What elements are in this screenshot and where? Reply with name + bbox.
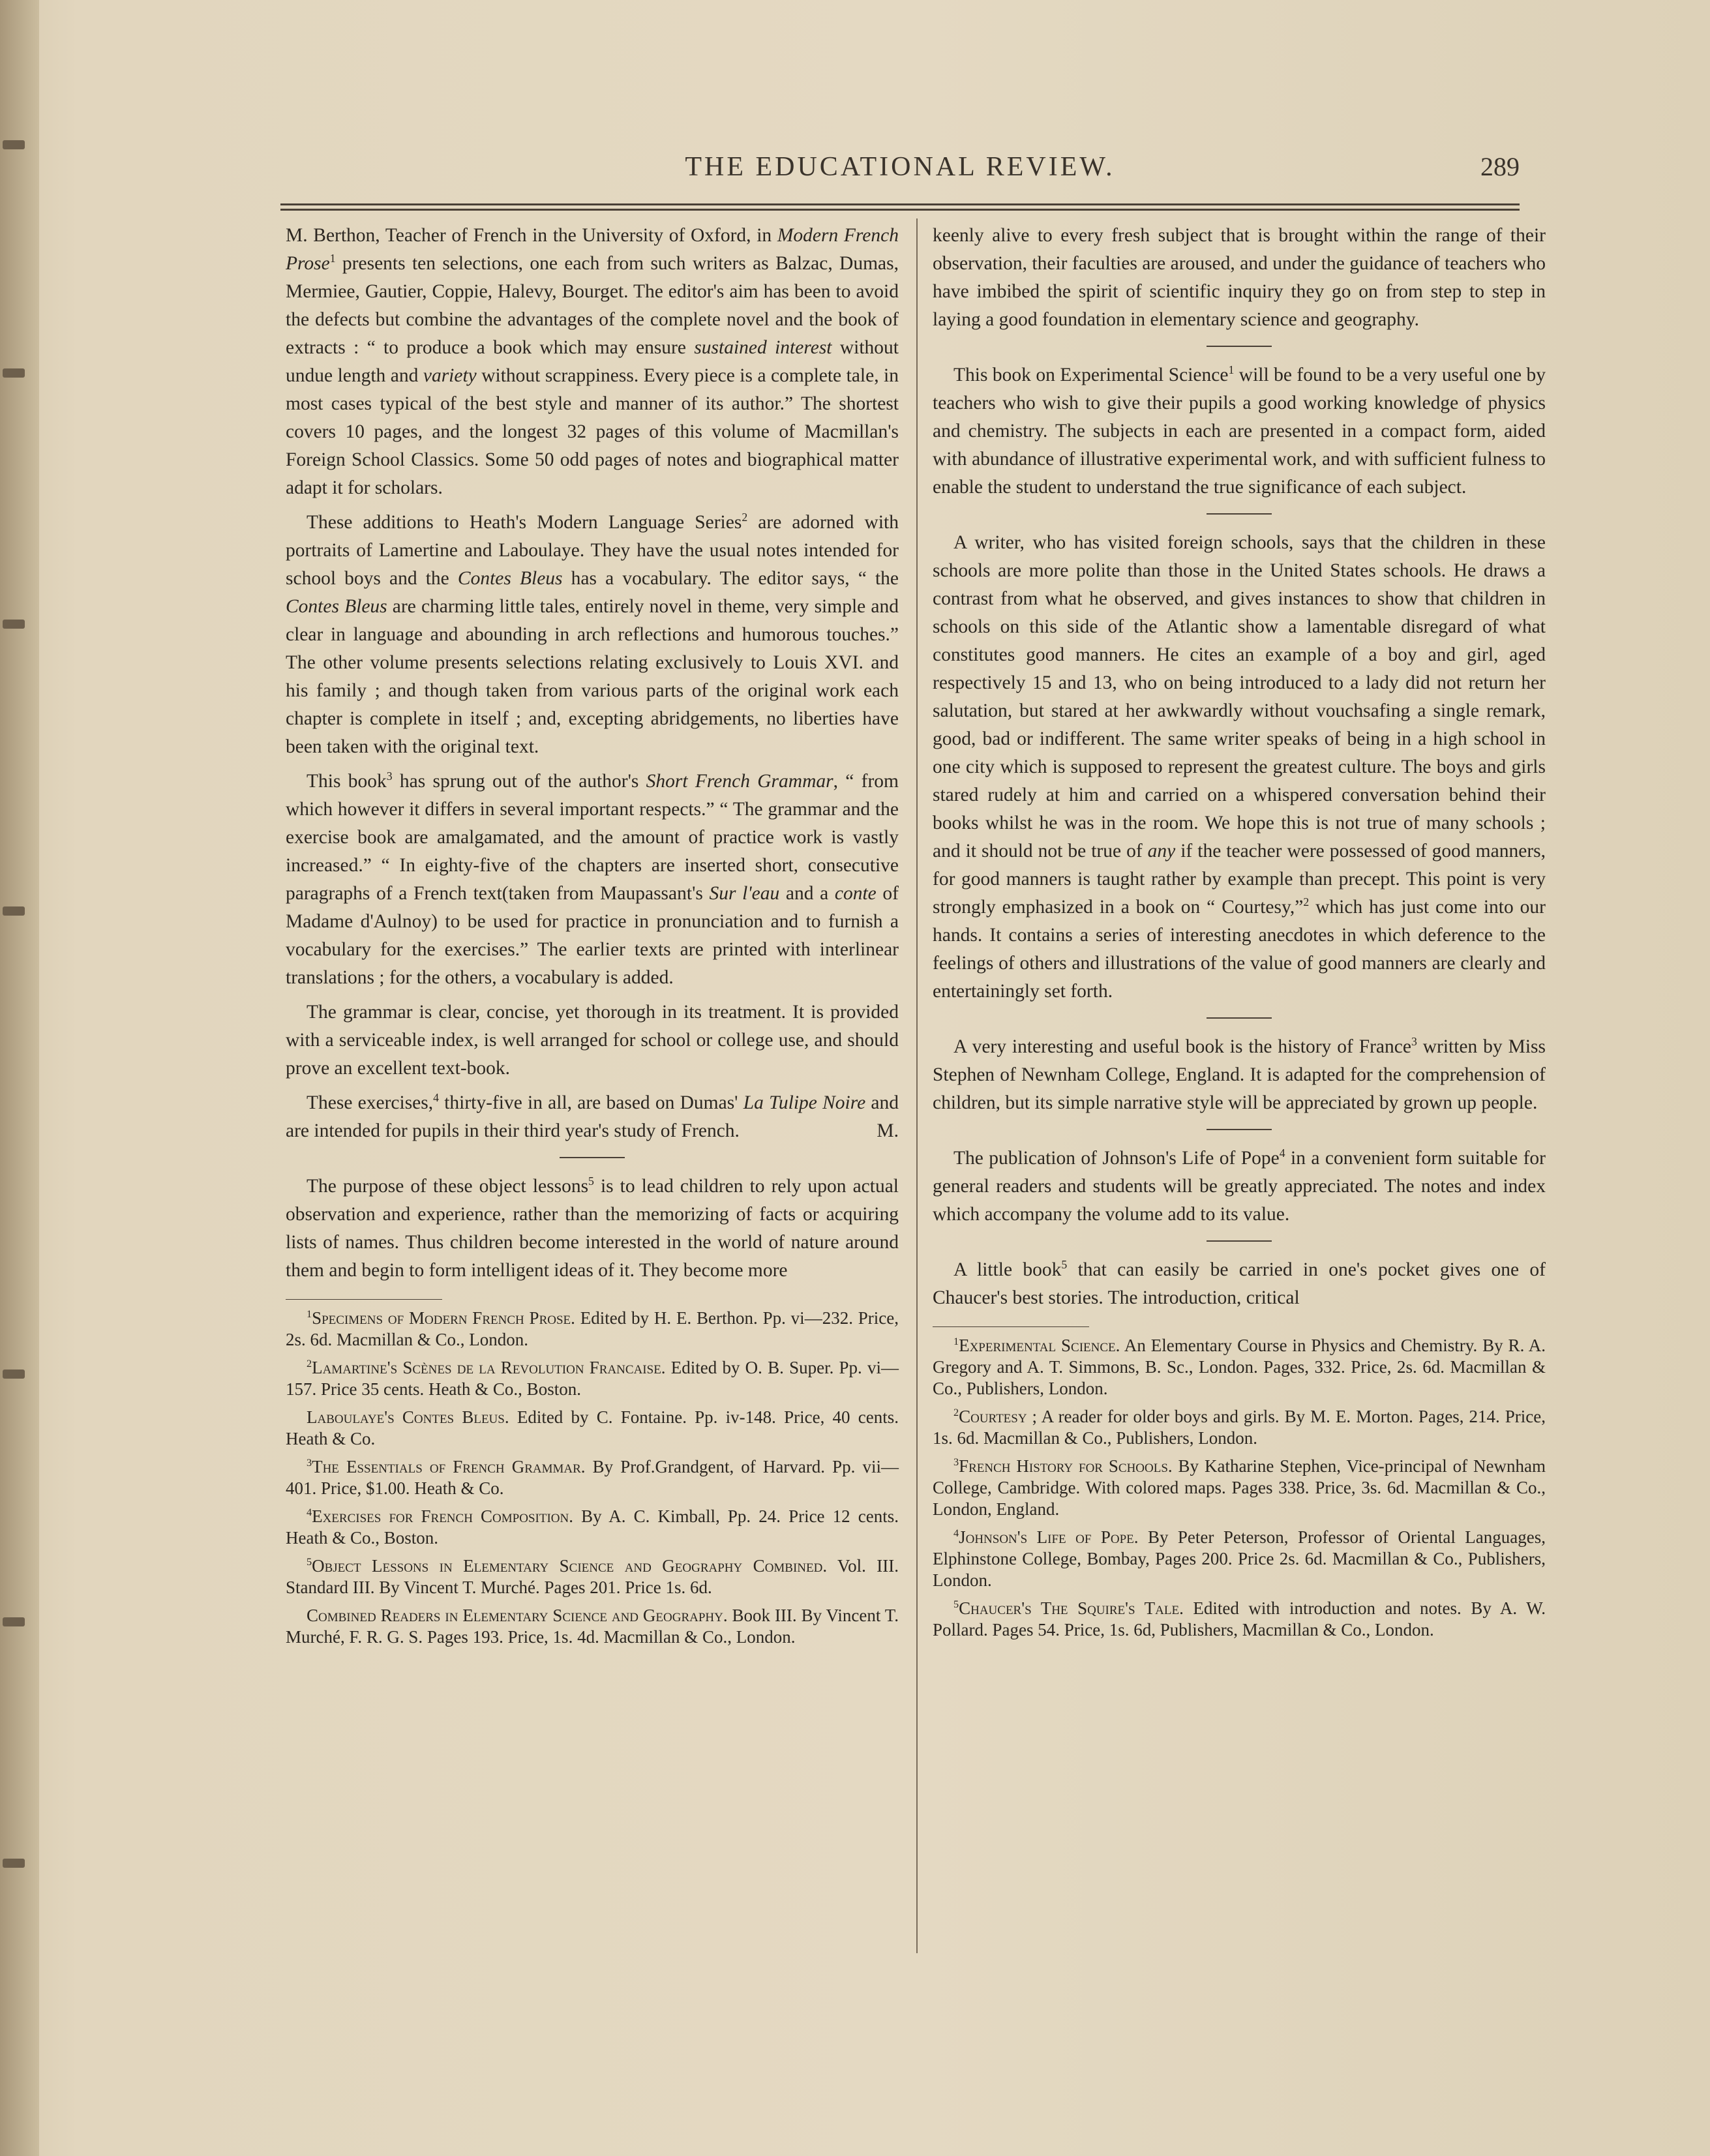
footnote: Combined Readers in Elementary Science and Geography. Book III. By Vincent T. Murché, F. R. G. S. Pages 193. Price, 1s. 4d. Macmillan & Co., London. [286,1606,899,1647]
footnote-rule [933,1326,1089,1335]
paragraph: These additions to Heath's Modern Language Series$^2$ are adorned with portraits of Lamertine and Laboulaye. They have the usual notes intended for school boys and the Contes Bleus has a vocabulary. The editor says, “ the Contes Bleus are charming little tales, entirely novel in theme, very simple and clear in language and abounding in arch reflections and humorous touches.” The other volume presents selections relating exclusively to Louis XVI. and his family ; and though taken from various parts of the original work each chapter is complete in itself ; and, excepting abridgements, no liberties have been taken with the original text. [286,511,899,757]
binding-stitch [3,140,25,149]
running-title: THE EDUCATIONAL REVIEW. [685,152,1115,182]
section-separator [1207,1240,1272,1242]
binding-stitch [3,368,25,378]
footnote: $^5$Object Lessons in Elementary Science and Geography Combined. Vol. III. Standard III. By Vincent T. Murché. Pages 201. Price 1s. 6d. [286,1556,899,1597]
paragraph: This book on Experimental Science$^1$ will be found to be a very useful one by teachers who wish to give their pupils a good working knowledge of physics and chemistry. The subjects in each are presented in a compact form, aided with abundance of illustrative experimental work, and with sufficient fulness to enable the student to understand the true significance of each subject. [933,363,1546,498]
paragraph: A writer, who has visited foreign schools, says that the children in these schools are more polite than those in the United States schools. He draws a contrast from what he observed, and gives instances to show that children in schools on this side of the Atlantic show a lamentable disregard of what constitutes good manners. He cites an example of a boy and girl, aged respectively 15 and 13, who on being introduced to a lady did not return her salutation, but stared at her awkwardly without vouchsafing a single remark, good, bad or indifferent. The same writer speaks of being in a high school in one city which is supposed to represent the greatest culture. The boys and girls stared rudely at him and carried on a whispered conversation behind their books whilst he was in the room. We hope this is not true of many schools ; and it should not be true of any if the teacher were possessed of good manners, for good manners is taught rather by example than precept. This point is very strongly emphasized in a book on “ Courtesy,”$^2$ which has just come into our hands. It contains a series of interesting anecdotes in which deference to the feelings of others and illustrations of the value of good manners are clearly and entertainingly set forth. [933,532,1546,1002]
section-separator [1207,346,1272,347]
footnote: Laboulaye's Contes Bleus. Edited by C. Fontaine. Pp. iv-148. Price, 40 cents. Heath & Co. [286,1407,899,1448]
paragraph: keenly alive to every fresh subject that is brought within the range of their observation, their faculties are aroused, and under the guidance of teachers who have imbibed the spirit of scientific inquiry they go on from step to step in laying a good foundation in elementary science and geography. [933,225,1546,330]
header-rule [280,209,1520,211]
footnote: $^1$Specimens of Modern French Prose. Edited by H. E. Berthon. Pp. vi—232. Price, 2s. 6d. Macmillan & Co., London. [286,1308,899,1349]
paragraph: A little book$^5$ that can easily be carried in one's pocket gives one of Chaucer's best stories. The introduction, critical [933,1258,1546,1308]
page-header [280,151,1520,190]
binding-stitch [3,620,25,629]
page-binding [0,0,39,2156]
footnotes [286,1308,899,1648]
signature-initial: M. [877,1120,899,1141]
binding-stitch [3,906,25,916]
paragraph: The purpose of these object lessons$^5$ is to lead children to rely upon actual observation and experience, rather than the memorizing of facts or acquiring lists of names. Thus children become interested in the world of nature around them and begin to form intelligent ideas of it. They become more [286,1175,899,1281]
footnote: $^3$The Essentials of French Grammar. By Prof.Grandgent, of Harvard. Pp. vii—401. Price, $1.00. Heath & Co. [286,1457,899,1498]
footnote: $^1$Experimental Science. An Elementary Course in Physics and Chemistry. By R. A. Gregory and A. T. Simmons, B. Sc., London. Pages, 332. Price, 2s. 6d. Macmillan & Co., Publishers, London. [933,1336,1546,1398]
footnote: $^4$Johnson's Life of Pope. By Peter Peterson, Professor of Oriental Languages, Elphinstone College, Bombay, Pages 200. Price 2s. 6d. Macmillan & Co., Publishers, London. [933,1527,1546,1590]
binding-stitch [3,1617,25,1626]
binding-stitch [3,1370,25,1379]
footnote: $^2$Courtesy ; A reader for older boys and girls. By M. E. Morton. Pages, 214. Price, 1s. 6d. Macmillan & Co., Publishers, London. [933,1407,1546,1448]
paragraph: The publication of Johnson's Life of Pope$^4$ in a convenient form suitable for general readers and students will be greatly appreciated. The notes and index which accompany the volume add to its value. [933,1146,1546,1225]
column-divider [916,218,918,1953]
right-column [933,222,1546,1647]
footnote-rule [286,1299,442,1308]
paragraph: These exercises,$^4$ thirty-five in all, are based on Dumas' La Tulipe Noire and are intended for pupils in their third year's study of French. M. [286,1089,899,1145]
header-rule [280,203,1520,205]
paragraph: This book$^3$ has sprung out of the author's Short French Grammar, “ from which however it differs in several important respects.” “ The grammar and the exercise book are amalgamated, and the amount of practice work is vastly increased.” “ In eighty-five of the chapters are inserted short, consecutive paragraphs of a French text(taken from Maupassant's Sur l'eau and a conte of Madame d'Aulnoy) to be used for practice in pronunciation and to furnish a vocabulary for the exercises.” The earlier texts are printed with interlinear translations ; for the others, a vocabulary is added. [286,770,899,988]
footnote: $^5$Chaucer's The Squire's Tale. Edited with introduction and notes. By A. W. Pollard. Pages 54. Price, 1s. 6d, Publishers, Macmillan & Co., London. [933,1598,1546,1639]
paragraph: A very interesting and useful book is the history of France$^3$ written by Miss Stephen of Newnham College, England. It is adapted for the comprehension of children, but its simple narrative style will be appreciated by grown up people. [933,1035,1546,1113]
section-separator [1207,1017,1272,1019]
footnotes [933,1335,1546,1641]
paragraph: The grammar is clear, concise, yet thorough in its treatment. It is provided with a serviceable index, is well arranged for school or college use, and should prove an excellent text-book. [286,1002,899,1079]
section-separator [1207,513,1272,515]
footnote: $^2$Lamartine's Scènes de la Revolution Francaise. Edited by O. B. Super. Pp. vi—157. Price 35 cents. Heath & Co., Boston. [286,1358,899,1399]
section-separator [560,1157,625,1158]
left-column [286,222,899,1654]
binding-stitch [3,1859,25,1868]
footnote: $^3$French History for Schools. By Katharine Stephen, Vice-principal of Newnham College, Cambridge. With colored maps. Pages 338. Price, 3s. 6d. Macmillan & Co., London, England. [933,1456,1546,1519]
page-number: 289 [1480,152,1520,181]
section-separator [1207,1129,1272,1130]
footnote: $^4$Exercises for French Composition. By A. C. Kimball, Pp. 24. Price 12 cents. Heath & Co., Boston. [286,1506,899,1548]
paragraph: M. Berthon, Teacher of French in the University of Oxford, in Modern French Prose$^1$ presents ten selections, one each from such writers as Balzac, Dumas, Mermiee, Gautier, Coppie, Halevy, Bourget. The editor's aim has been to avoid the defects but combine the advantages of the complete novel and the book of extracts : “ to produce a book which may ensure sustained interest without undue length and variety without scrappiness. Every piece is a complete tale, in most cases typical of the best style and manner of its author.” The shortest covers 10 pages, and the longest 32 pages of this volume of Macmillan's Foreign School Classics. Some 50 odd pages of notes and biographical matter adapt it for scholars. [286,225,899,498]
